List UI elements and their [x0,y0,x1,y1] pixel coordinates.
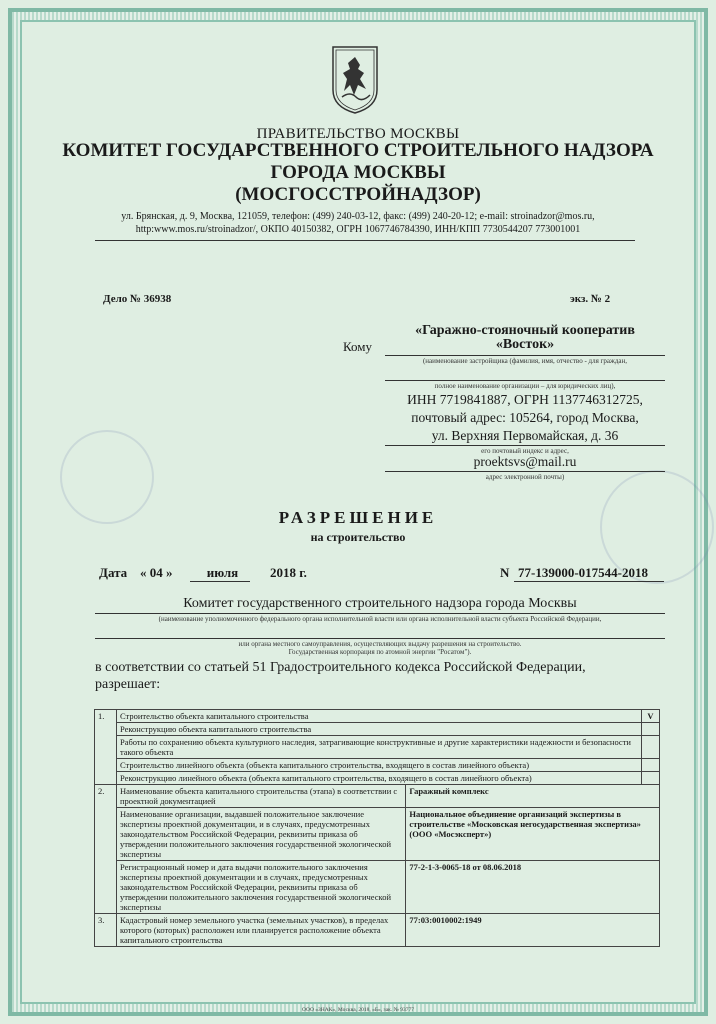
printer-footer: ООО «ЗНАК», Москва, 2018, «Б», зак. № 93777 [302,1007,414,1013]
field-label: Кадастровый номер земельного участка (земельных участков), в пределах которого (которых) расположен или планируется расположение объекта капитального строительства [116,914,405,947]
field-value: 77-2-1-3-0065-18 от 08.06.2018 [406,861,660,914]
date-year: 2018 г. [270,565,307,580]
permit-number-prefix: N [500,565,510,580]
basis-line-2: разрешает: [95,677,161,692]
table-row [95,861,660,914]
government-name: ПРАВИТЕЛЬСТВО МОСКВЫ [256,126,460,142]
recipient-ids: ИНН 7719841887, ОГРН 1137746312725, [407,392,643,407]
issuer-caption-3: Государственная корпорация по атомной энергии "Росатом"). [288,648,472,656]
table-row [95,772,660,785]
table-row [95,736,660,759]
field-label: Наименование организации, выдавшей положительное заключение экспертизы проектной документации, и в случаях, предусмотренных законодательством Российской Федерации, реквизиты приказа об утверждении положительного заключения государственной экологической экспертизы [116,808,405,861]
date-day: « 04 » [140,565,173,580]
permit-number-underline [514,581,664,582]
field-label: Регистрационный номер и дата выдачи положительного заключения экспертизы проектной документации и в случаях, предусмотренных законодательством Российской Федерации, реквизиты приказа об утверждении положительного заключения государственной экологической экспертизы [116,861,405,914]
issuer-blank-line [95,638,665,639]
recipient-address-underline [385,445,665,446]
recipient-caption-2: полное наименование организации – для юридических лиц), [434,382,616,390]
recipient-email-underline [385,471,665,472]
recipient-label: Кому [343,339,373,354]
field-label: Наименование объекта капитального строительства (этапа) в соответствии с проектной документацией [116,785,405,808]
committee-line-1: КОМИТЕТ ГОСУДАРСТВЕННОГО СТРОИТЕЛЬНОГО НАДЗОРА [62,140,654,161]
document-subtitle: на строительство [310,530,406,544]
recipient-name-underline [385,355,665,356]
work-type-text: Работы по сохранению объекта культурного наследия, затрагивающие конструктивные и другие характеристики надежности и безопасности такого объекта [116,736,641,759]
row-number: 1. [95,710,117,785]
recipient-caption-3: его почтовый индекс и адрес, [481,447,569,455]
recipient-name-line-2: «Восток» [495,337,555,352]
issuer-caption-1: (наименование уполномоченного федерального органа исполнительной власти или органа исполнительной власти субъекта Российской Федерации, [158,615,602,623]
work-type-mark [641,759,659,772]
document-title: РАЗРЕШЕНИЕ [278,508,438,527]
committee-line-3: (МОСГОССТРОЙНАДЗОР) [235,184,481,205]
recipient-blank-line [385,380,665,381]
recipient-caption-1: (наименование застройщика (фамилия, имя, отчество - для граждан, [422,357,628,365]
header-divider [95,240,635,241]
issuer-underline [95,613,665,614]
table-row [95,710,660,723]
table-row [95,759,660,772]
row-number: 3. [95,914,117,947]
work-type-text: Строительство линейного объекта (объекта капитального строительства, входящего в состав линейного объекта) [116,759,641,772]
row-number: 2. [95,785,117,914]
work-type-mark [641,723,659,736]
moscow-coat-of-arms-icon [330,45,380,115]
recipient-name-line-1: «Гаражно-стояночный кооператив [415,323,635,338]
committee-line-2: ГОРОДА МОСКВЫ [270,162,446,183]
permit-number: 77-139000-017544-2018 [518,565,648,580]
case-number: Дело № 36938 [103,293,172,305]
date-month: июля [206,565,239,580]
contacts-line-2: http:www.mos.ru/stroinadzor/, ОКПО 40150382, ОГРН 1067746784390, ИНН/КПП 7730544207 773001001 [135,224,581,235]
committee-name [0,140,716,206]
work-type-text: Реконструкцию линейного объекта (объекта капитального строительства, входящего в состав линейного объекта) [116,772,641,785]
field-value: 77:03:0010002:1949 [406,914,660,947]
copy-number: экз. № 2 [570,293,611,305]
recipient-address-line-2: ул. Верхняя Первомайская, д. 36 [431,428,619,443]
recipient-email: proektsvs@mail.ru [473,454,577,469]
table-row [95,808,660,861]
work-type-mark [641,772,659,785]
issuer-caption-2: или органа местного самоуправления, осуществляющих выдачу разрешения на строительство. [238,640,522,648]
date-label: Дата [99,565,128,580]
table-row [95,914,660,947]
contacts-line-1: ул. Брянская, д. 9, Москва, 121059, телефон: (499) 240-03-12, факс: (499) 240-20-12; e-mail: stroinadzor@mos.ru, [121,211,595,222]
recipient-address-line-1: почтовый адрес: 105264, город Москва, [411,410,639,425]
table-row [95,723,660,736]
date-month-underline [190,581,250,582]
basis-line-1: в соответствии со статьей 51 Градостроительного кодекса Российской Федерации, [95,660,586,675]
field-value: Гаражный комплекс [406,785,660,808]
work-type-mark [641,736,659,759]
work-type-text: Строительство объекта капитального строительства [116,710,641,723]
issuer-name: Комитет государственного строительного надзора города Москвы [183,596,577,611]
work-type-text: Реконструкцию объекта капитального строительства [116,723,641,736]
recipient-caption-4: адрес электронной почты) [485,473,565,481]
committee-contacts [0,210,716,236]
field-value: Национальное объединение организаций экспертизы в строительстве «Московская негосударственная экспертиза» (ООО «Мосэксперт») [406,808,660,861]
table-row [95,785,660,808]
permit-details-table [94,709,660,947]
work-type-mark: V [641,710,659,723]
